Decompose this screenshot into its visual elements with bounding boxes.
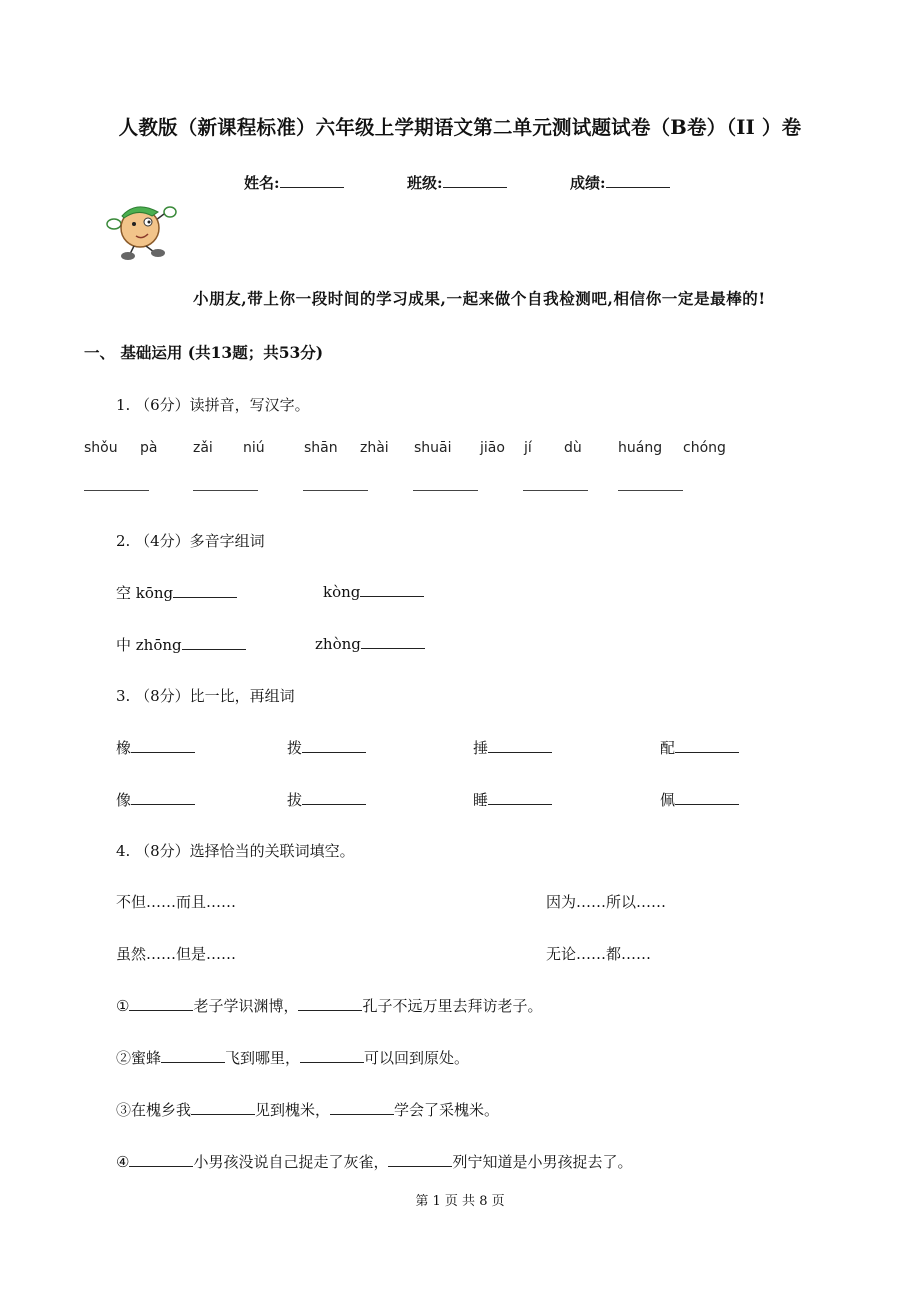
answer-blank[interactable]	[361, 634, 425, 649]
answer-blank[interactable]	[161, 1048, 225, 1063]
answer-blank[interactable]	[302, 738, 366, 753]
polyphone-zhong-1	[116, 634, 246, 655]
pinyin-9: jí	[524, 440, 532, 456]
compare-char: 拔	[287, 791, 303, 809]
compare-char: 像	[116, 791, 132, 809]
sentence-4	[116, 1151, 632, 1172]
question-1-stem: 1. （6分）读拼音，写汉字。	[116, 396, 310, 414]
answer-line-2[interactable]	[193, 490, 258, 491]
compare-item	[473, 789, 552, 810]
polyphone-kong-2	[323, 582, 424, 601]
answer-blank[interactable]	[488, 738, 552, 753]
polyphone-label: zhòng	[315, 635, 361, 653]
sentence-text: ③在槐乡我	[116, 1101, 192, 1119]
answer-blank[interactable]	[300, 1048, 364, 1063]
document-title: 人教版（新课程标准）六年级上学期语文第二单元测试题试卷（B卷）（II ）卷	[118, 116, 802, 139]
compare-char: 佩	[660, 791, 676, 809]
name-label: 姓名:	[244, 174, 280, 192]
sentence-text: 可以回到原处。	[364, 1049, 470, 1067]
score-blank[interactable]	[606, 173, 670, 188]
compare-char: 拨	[287, 739, 303, 757]
pinyin-6: zhài	[360, 440, 389, 456]
answer-line-3[interactable]	[303, 490, 368, 491]
answer-blank[interactable]	[330, 1100, 394, 1115]
answer-blank[interactable]	[131, 790, 195, 805]
sentence-text: ①	[116, 997, 130, 1015]
answer-blank[interactable]	[191, 1100, 255, 1115]
section-heading: 一、 基础运用 (共13题；共53分)	[84, 343, 324, 362]
intro-text: 小朋友,带上你一段时间的学习成果,一起来做个自我检测吧,相信你一定是最棒的!	[193, 289, 766, 308]
page-footer: 第 1 页 共 8 页	[415, 1194, 505, 1209]
answer-blank[interactable]	[675, 738, 739, 753]
sentence-text: ④	[116, 1153, 130, 1171]
question-4-stem: 4. （8分）选择恰当的关联词填空。	[116, 842, 355, 860]
conjunction-option: 因为……所以……	[546, 893, 667, 911]
answer-line-1[interactable]	[84, 490, 149, 491]
sentence-text: 学会了采槐米。	[394, 1101, 500, 1119]
pinyin-5: shān	[304, 440, 338, 456]
compare-char: 配	[660, 739, 676, 757]
answer-line-5[interactable]	[523, 490, 588, 491]
conjunction-option: 虽然……但是……	[116, 945, 237, 963]
answer-blank[interactable]	[182, 635, 246, 650]
sentence-text: 列宁知道是小男孩捉去了。	[452, 1153, 633, 1171]
compare-item	[287, 789, 366, 810]
compare-item	[473, 737, 552, 758]
class-label: 班级:	[407, 174, 443, 192]
sentence-text: 见到槐米，	[255, 1101, 331, 1119]
compare-char: 捶	[473, 739, 489, 757]
answer-blank[interactable]	[675, 790, 739, 805]
answer-line-4[interactable]	[413, 490, 478, 491]
polyphone-kong-1	[116, 582, 237, 603]
sentence-text: 孔子不远万里去拜访老子。	[362, 997, 543, 1015]
sentence-2	[116, 1047, 469, 1068]
compare-item	[660, 789, 739, 810]
answer-blank[interactable]	[488, 790, 552, 805]
answer-blank[interactable]	[302, 790, 366, 805]
compare-char: 睡	[473, 791, 489, 809]
sentence-text: 飞到哪里，	[225, 1049, 301, 1067]
polyphone-zhong-2	[315, 634, 425, 653]
compare-item	[116, 737, 195, 758]
compare-item	[116, 789, 195, 810]
sentence-3	[116, 1099, 499, 1120]
question-3-stem: 3. （8分）比一比，再组词	[116, 687, 295, 705]
answer-blank[interactable]	[129, 1152, 193, 1167]
compare-char: 橡	[116, 739, 132, 757]
score-field	[570, 172, 670, 193]
sentence-text: ②蜜蜂	[116, 1049, 162, 1067]
pinyin-1: shǒu	[84, 440, 118, 456]
answer-blank[interactable]	[129, 996, 193, 1011]
pinyin-8: jiāo	[480, 440, 505, 456]
answer-blank[interactable]	[360, 582, 424, 597]
answer-blank[interactable]	[173, 583, 237, 598]
conjunction-option: 无论……都……	[546, 945, 652, 963]
pinyin-11: huáng	[618, 440, 663, 456]
pinyin-4: niú	[243, 440, 265, 456]
conjunction-option: 不但……而且……	[116, 893, 237, 911]
sentence-text: 老子学识渊博，	[193, 997, 299, 1015]
answer-line-6[interactable]	[618, 490, 683, 491]
name-field	[244, 172, 344, 193]
pinyin-12: chóng	[683, 440, 726, 456]
score-label: 成绩:	[570, 174, 606, 192]
mascot-illustration	[100, 196, 180, 262]
answer-blank[interactable]	[298, 996, 362, 1011]
question-2-stem: 2. （4分）多音字组词	[116, 532, 265, 550]
class-blank[interactable]	[443, 173, 507, 188]
compare-item	[660, 737, 739, 758]
polyphone-label: 中 zhōng	[116, 636, 182, 654]
answer-blank[interactable]	[388, 1152, 452, 1167]
class-field	[407, 172, 507, 193]
name-blank[interactable]	[280, 173, 344, 188]
pinyin-10: dù	[564, 440, 582, 456]
sentence-1	[116, 995, 542, 1016]
polyphone-label: 空 kōng	[116, 584, 174, 602]
pinyin-3: zǎi	[193, 440, 213, 456]
answer-blank[interactable]	[131, 738, 195, 753]
sentence-text: 小男孩没说自己捉走了灰雀，	[193, 1153, 389, 1171]
pinyin-7: shuāi	[414, 440, 452, 456]
compare-item	[287, 737, 366, 758]
pinyin-2: pà	[140, 440, 158, 456]
polyphone-label: kòng	[323, 583, 361, 601]
